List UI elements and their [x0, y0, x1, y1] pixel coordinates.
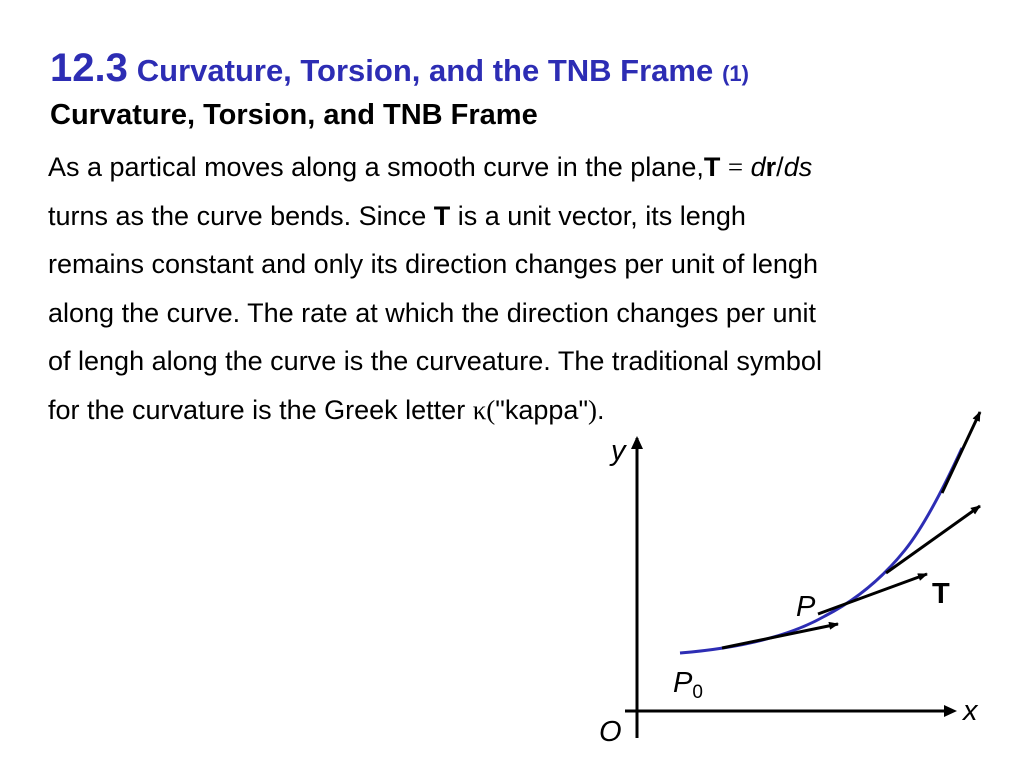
- kappa-symbol: κ: [472, 394, 487, 425]
- tangent-vector-4: [942, 412, 980, 493]
- origin-label: O: [599, 716, 622, 748]
- open-paren: (: [486, 394, 496, 425]
- ds-symbol: ds: [783, 152, 813, 182]
- slash-symbol: /: [776, 152, 784, 182]
- slide-title: [50, 48, 749, 88]
- title-text: Curvature, Torsion, and the TNB Frame: [136, 53, 714, 88]
- curvature-figure: [590, 405, 1020, 765]
- p0-base: P: [673, 667, 693, 699]
- paragraph-line-3: remains constant and only its direction changes per unit of lengh: [48, 249, 818, 279]
- paragraph-line-5: of lengh along the curve is the curveature. The traditional symbol: [48, 346, 822, 376]
- paragraph-line-4: along the curve. The rate at which the direction changes per unit: [48, 297, 816, 328]
- line1-text: As a partical moves along a smooth curve in the plane,: [48, 152, 704, 182]
- x-axis-label: x: [963, 695, 978, 727]
- paragraph-line-2: [48, 192, 948, 241]
- close-paren: ): [588, 394, 598, 425]
- slide-subtitle: Curvature, Torsion, and TNB Frame: [50, 99, 538, 131]
- tangent-vector-p: [818, 574, 927, 614]
- tangent-vector-p0: [722, 624, 838, 648]
- equals-sign: =: [727, 152, 744, 182]
- tangent-symbol: T: [703, 152, 721, 182]
- y-axis-label: y: [611, 435, 626, 467]
- d-symbol: d: [750, 152, 766, 182]
- section-number: 12.3: [50, 46, 128, 90]
- paragraph-line-1: [48, 143, 948, 192]
- point-p-label: P: [796, 591, 816, 623]
- curve-diagram: [590, 405, 1020, 765]
- line2-text-a: turns as the curve bends. Since: [48, 200, 434, 231]
- point-p0-label: [673, 667, 703, 703]
- body-paragraph: [48, 143, 948, 434]
- unit-vector-symbol: T: [433, 200, 451, 231]
- y-axis-arrowhead: [631, 436, 643, 449]
- kappa-word: "kappa": [495, 394, 589, 425]
- tangent-label: T: [932, 578, 950, 610]
- period: .: [597, 394, 605, 425]
- title-part: (1): [722, 61, 749, 86]
- line6-text: for the curvature is the Greek letter: [48, 394, 473, 425]
- p0-subscript: 0: [692, 682, 703, 703]
- r-symbol: r: [765, 152, 777, 182]
- tangent-vector-3: [886, 506, 980, 573]
- line2-text-b: is a unit vector, its lengh: [450, 200, 746, 231]
- x-axis-arrowhead: [944, 705, 957, 717]
